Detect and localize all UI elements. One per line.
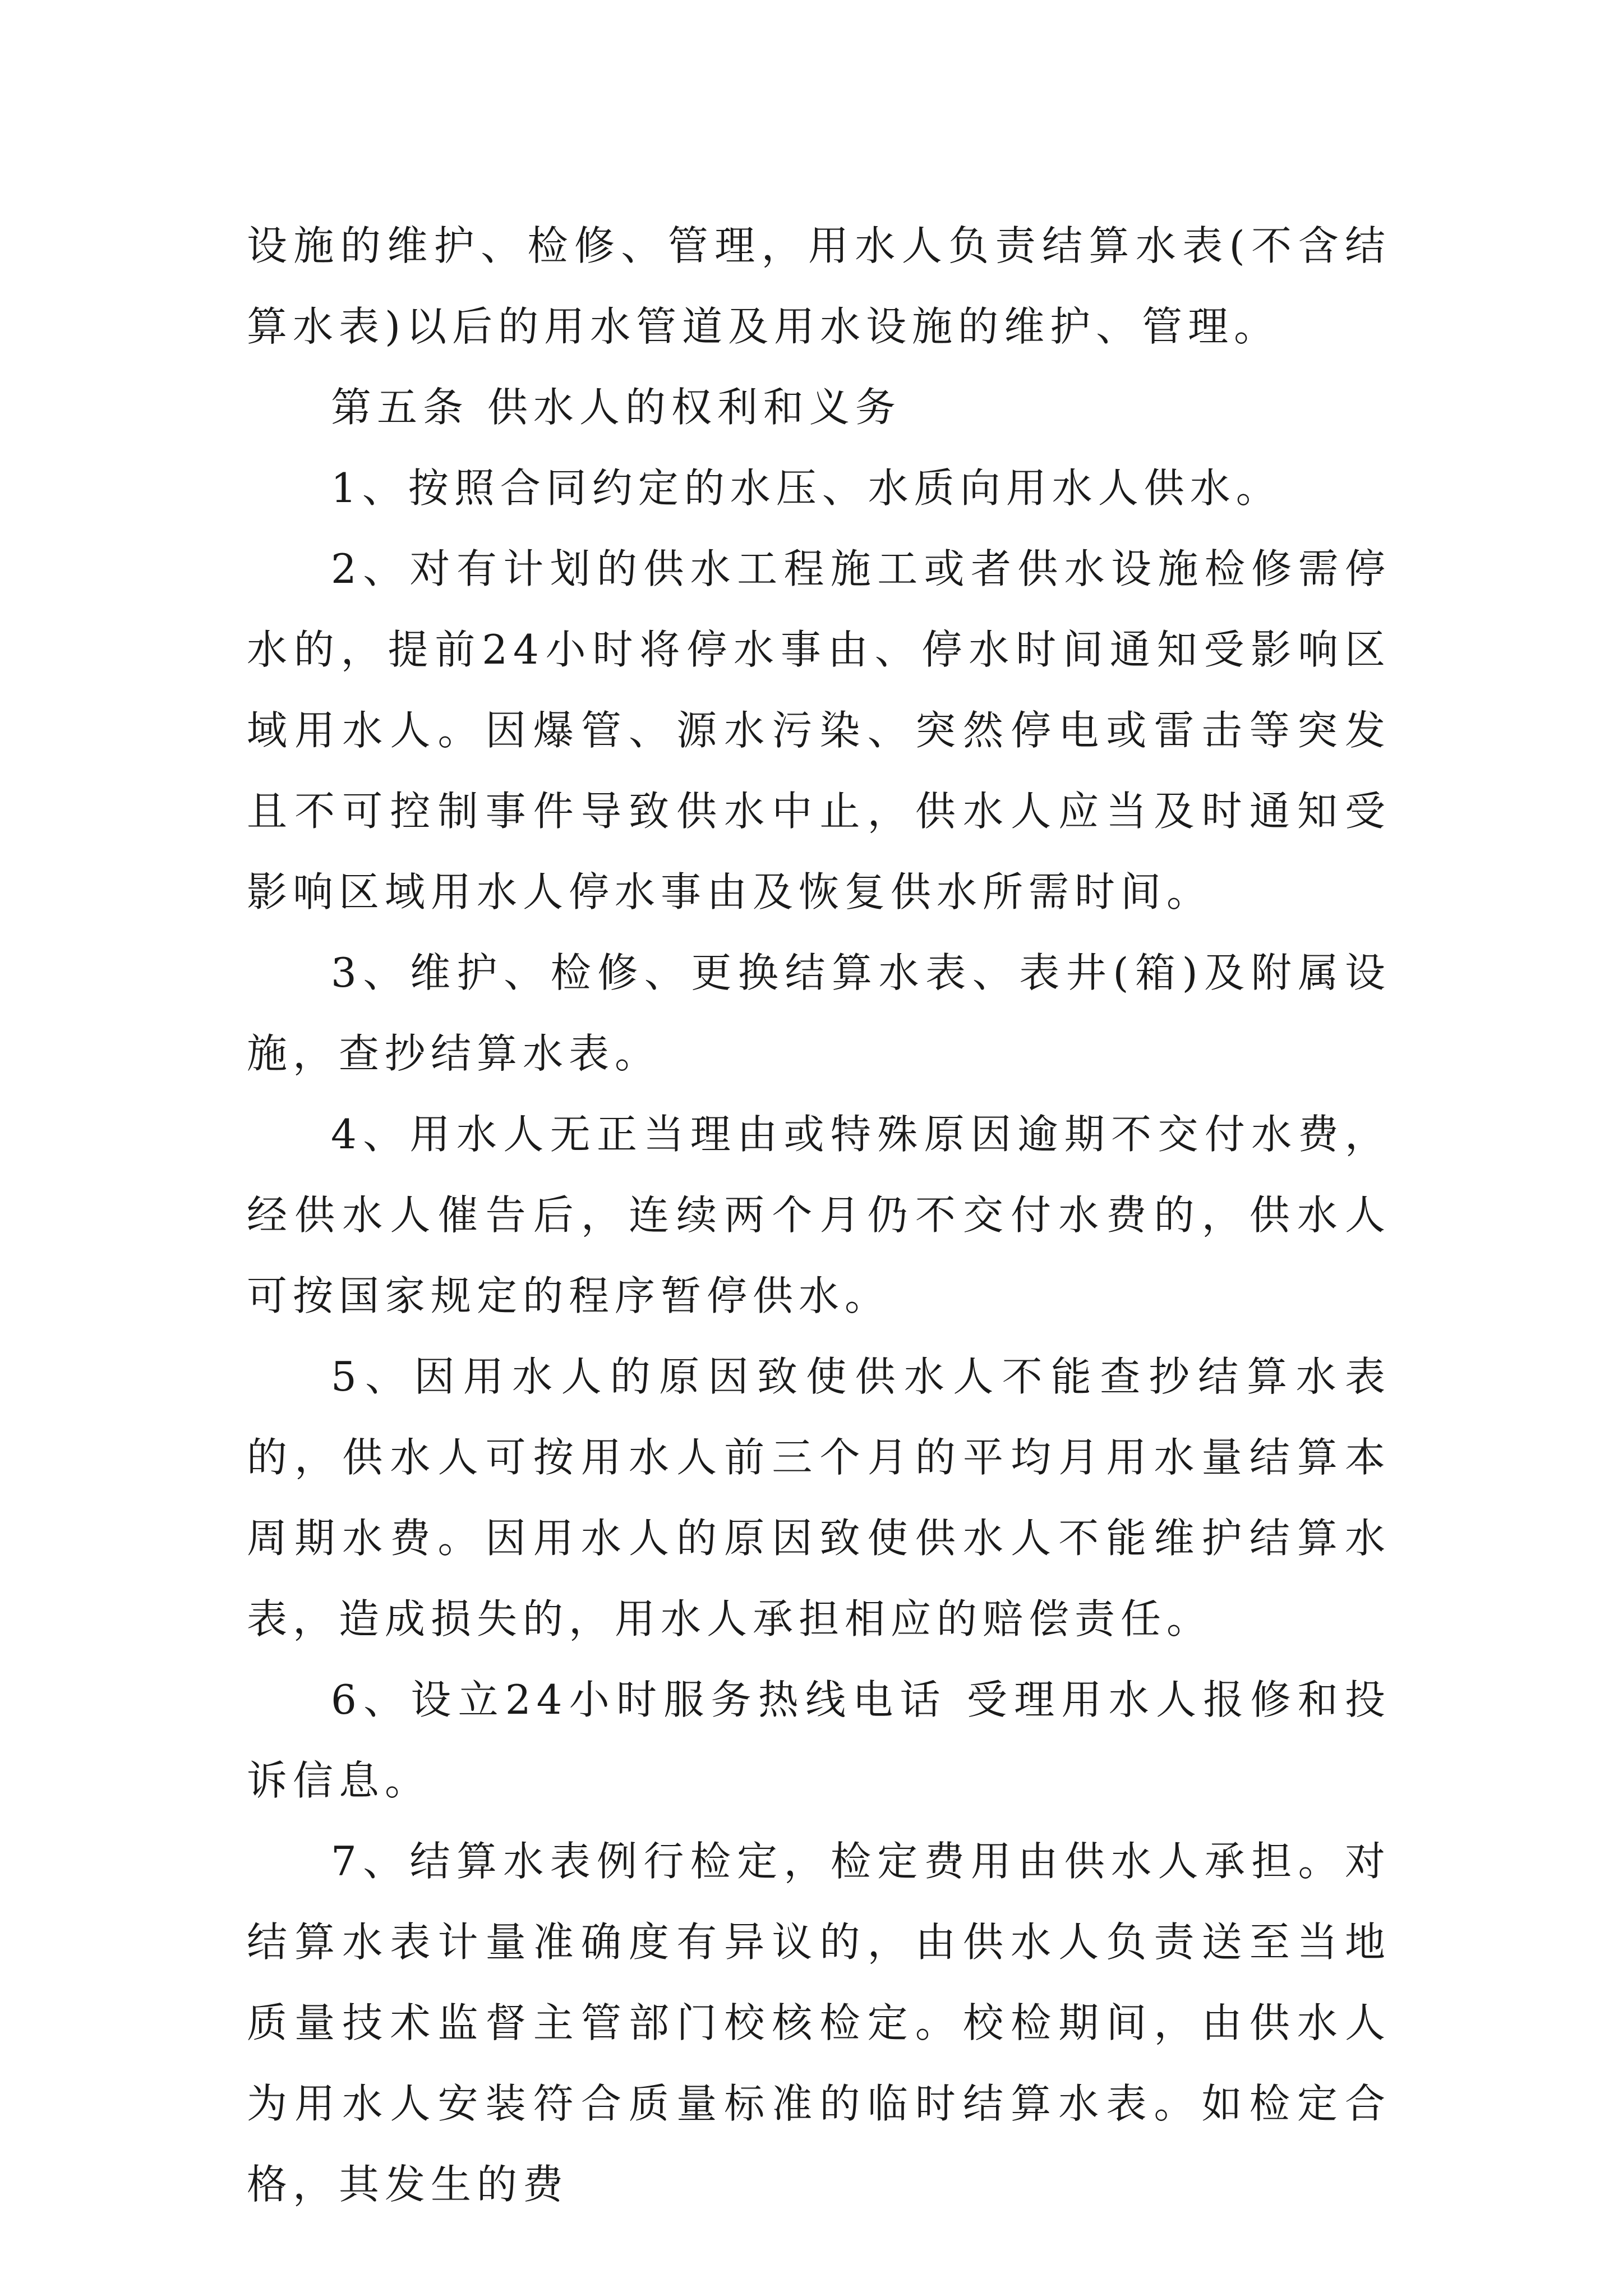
paragraph-item-2: 2、对有计划的供水工程施工或者供水设施检修需停水的，提前24小时将停水事由、停水时间通知受影响区域用水人。因爆管、源水污染、突然停电或雷击等突发且不可控制事件导致供水中止，供水人应当及时通知受影响区域用水人停水事由及恢复供水所需时间。 xyxy=(247,545,1391,915)
section-heading-article-5: 第五条 供水人的权利和义务 xyxy=(331,384,901,431)
paragraph-item-3: 3、维护、检修、更换结算水表、表井(箱)及附属设施，查抄结算水表。 xyxy=(247,949,1391,1077)
paragraph-item-7: 7、结算水表例行检定，检定费用由供水人承担。对结算水表计量准确度有异议的，由供水人负责送至当地质量技术监督主管部门校核检定。校检期间，由供水人为用水人安装符合质量标准的临时结算水表。如检定合格，其发生的费 xyxy=(247,1838,1391,2208)
paragraph-item-6: 6、设立24小时服务热线电话 受理用水人报修和投诉信息。 xyxy=(247,1676,1391,1804)
paragraph-item-4: 4、用水人无正当理由或特殊原因逾期不交付水费，经供水人催告后，连续两个月仍不交付水费的，供水人可按国家规定的程序暂停供水。 xyxy=(247,1111,1391,1319)
paragraph-item-5: 5、因用水人的原因致使供水人不能查抄结算水表的，供水人可按用水人前三个月的平均月用水量结算本周期水费。因用水人的原因致使供水人不能维护结算水表，造成损失的，用水人承担相应的赔偿责任。 xyxy=(247,1353,1391,1642)
paragraph-continuation: 设施的维护、检修、管理，用水人负责结算水表(不含结算水表)以后的用水管道及用水设施的维护、管理。 xyxy=(247,222,1391,350)
document-body xyxy=(247,205,1391,2225)
paragraph-item-1: 1、按照合同约定的水压、水质向用水人供水。 xyxy=(331,464,1282,512)
